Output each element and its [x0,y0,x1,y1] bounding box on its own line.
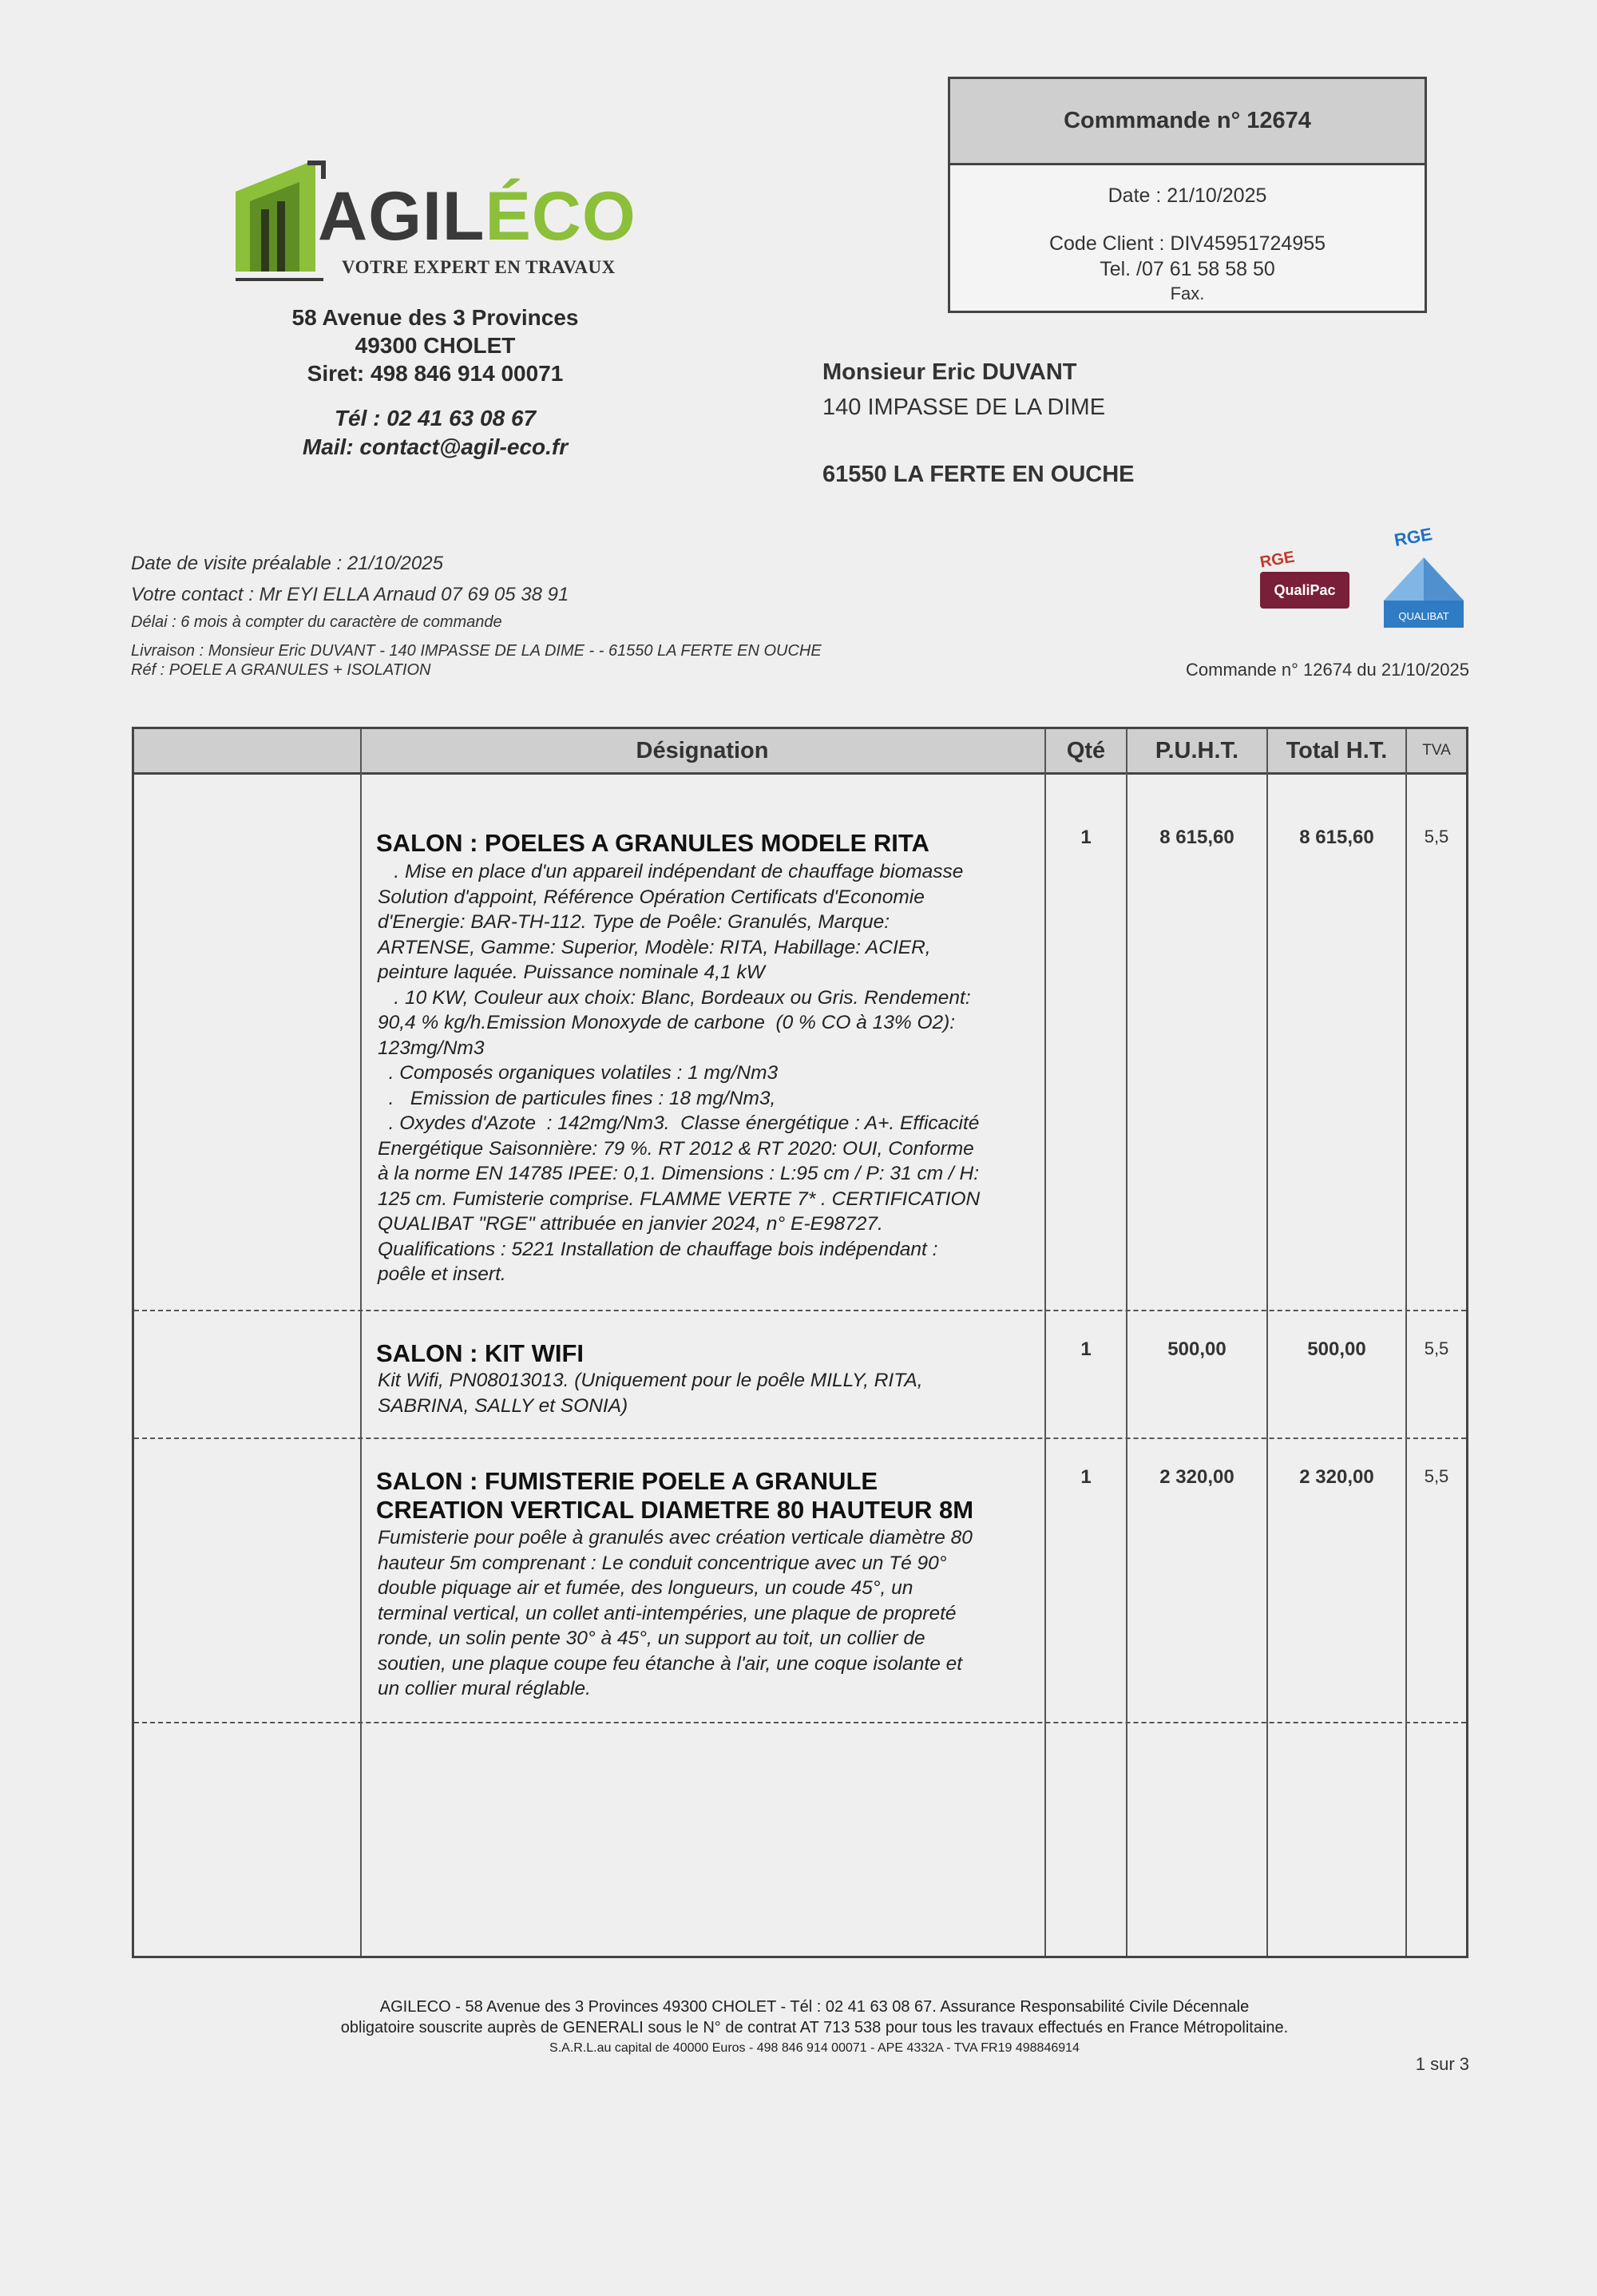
item-description [378,1368,1048,1418]
footer-line3: S.A.R.L.au capital de 40000 Euros - 498 846 914 00071 - APE 4332A - TVA FR19 498846914 [549,2041,1080,2055]
visit-contact: Votre contact : Mr EYI ELLA Arnaud 07 69 05 38 91 [131,584,569,605]
client-code: Code Client : DIV45951724955 [1048,232,1326,255]
order-title: Commmande n° 12674 [950,79,1425,165]
visit-date: Date de visite préalable : 21/10/2025 [131,553,443,574]
description-line: Energétique Saisonnière: 79 %. RT 2012 & RT 2020: OUI, Conforme [378,1137,974,1160]
description-line: Solution d'appoint, Référence Opération Certificats d'Economie [378,886,925,908]
description-line: QUALIBAT "RGE" attribuée en janvier 2024, n° E-E98727. [378,1213,883,1235]
description-line: ronde, un solin pente 30° à 45°, un support au toit, un collier de [378,1628,925,1649]
company-address1: 58 Avenue des 3 Provinces [291,305,579,330]
item-description [378,1525,1048,1702]
row-divider [134,1722,1466,1723]
header-qty: Qté [1066,737,1106,763]
row-divider [134,1310,1466,1311]
description-line: un collier mural réglable. [378,1678,591,1699]
description-line: à la norme EN 14785 IPEE: 0,1. Dimensions : L:95 cm / P: 31 cm / H: [378,1163,980,1184]
description-line: . 10 KW, Couleur aux choix: Blanc, Bordeaux ou Gris. Rendement: [378,986,971,1009]
description-line: 123mg/Nm3 [378,1037,485,1059]
column-divider [360,729,362,1956]
qualibat-pyramid-icon [1380,551,1468,631]
client-tel: Tel. /07 61 58 58 50 [1100,258,1275,280]
description-line: . Mise en place d'un appareil indépendant de chauffage biomasse [378,861,964,882]
logo-name-part2: ÉCO [485,178,636,255]
visit-delivery: Livraison : Monsieur Eric DUVANT - 140 IMPASSE DE LA DIME - - 61550 LA FERTE EN OUCHE [131,642,822,660]
item-title: SALON : POELES A GRANULES MODELE RITA [376,829,929,857]
item-vat: 5,5 [1424,1466,1449,1486]
item-total: 2 320,00 [1299,1466,1374,1488]
row-divider [134,1437,1466,1439]
header-total: Total H.T. [1286,737,1388,763]
company-address2: 49300 CHOLET [355,333,516,358]
item-title-line1: SALON : FUMISTERIE POELE A GRANULE [376,1467,878,1495]
description-line: d'Energie: BAR-TH-112. Type de Poêle: Granulés, Marque: [378,911,890,933]
description-line: soutien, une plaque coupe feu étanche à l'air, une coque isolante et [378,1652,963,1675]
description-line: ARTENSE, Gamme: Superior, Modèle: RITA, Habillage: ACIER, [378,936,931,958]
description-line: . Composés organiques volatiles : 1 mg/Nm3 [378,1062,779,1084]
description-line: hauteur 5m comprenant : Le conduit concentrique avec un Té 90° [378,1552,947,1574]
footer-line1: AGILECO - 58 Avenue des 3 Provinces 49300 CHOLET - Tél : 02 41 63 08 67. Assurance Responsabilité Civile Décennale [379,1998,1250,2016]
visit-delay: Délai : 6 mois à compter du caractère de commande [131,613,502,631]
description-line: . Emission de particules fines : 18 mg/Nm3, [378,1087,776,1109]
item-title: SALON : KIT WIFI [376,1339,585,1367]
client-fax: Fax. [1170,284,1205,303]
description-line: 90,4 % kg/h.Emission Monoxyde de carbone (0 % CO à 13% O2): [378,1012,956,1033]
order-table [132,727,1468,1958]
qualibat-label: QUALIBAT [1398,610,1449,622]
header-unit-price: P.U.H.T. [1155,737,1239,763]
item-qty: 1 [1080,1338,1092,1360]
item-total: 8 615,60 [1299,827,1374,848]
description-line: . Oxydes d'Azote : 142mg/Nm3. Classe énergétique : A+. Efficacité [378,1112,980,1134]
description-line: SABRINA, SALLY et SONIA) [378,1394,628,1417]
company-siret: Siret: 498 846 914 00071 [307,361,564,386]
item-unit-price: 500,00 [1167,1338,1226,1360]
page-number: 1 sur 3 [1415,2054,1469,2074]
description-line: terminal vertical, un collet anti-intempéries, une plaque de propreté [378,1602,957,1624]
item-description [378,859,1048,1287]
order-reference: Commande n° 12674 du 21/10/2025 [1186,660,1469,680]
description-line: Fumisterie pour poêle à granulés avec création verticale diamètre 80 [378,1527,973,1549]
logo-name-part1: AGIL [318,178,485,255]
rge-qualipac-badge [1255,548,1357,615]
qualibat-title: RGE [1393,524,1434,550]
visit-ref: Réf : POELE A GRANULES + ISOLATION [131,661,431,679]
description-line: Kit Wifi, PN08013013. (Uniquement pour le poêle MILLY, RITA, [378,1370,923,1391]
item-vat: 5,5 [1424,827,1449,847]
client-name: Monsieur Eric DUVANT [822,359,1077,385]
header-vat: TVA [1422,742,1451,759]
description-line: Qualifications : 5221 Installation de chauffage bois indépendant : [378,1238,938,1260]
company-mail: Mail: contact@agil-eco.fr [302,434,569,459]
company-tel: Tél : 02 41 63 08 67 [334,406,537,430]
item-qty: 1 [1080,827,1092,848]
logo-tagline: VOTRE EXPERT EN TRAVAUX [342,257,616,277]
item-unit-price: 8 615,60 [1159,827,1234,848]
qualipac-title: RGE [1258,548,1296,572]
item-unit-price: 2 320,00 [1159,1466,1234,1488]
rge-qualibat-badge [1380,524,1468,631]
item-vat: 5,5 [1424,1338,1449,1358]
qualipac-label: QualiPac [1260,572,1349,609]
description-line: double piquage air et fumée, des longueurs, un coude 45°, un [378,1577,913,1599]
description-line: peinture laquée. Puissance nominale 4,1 kW [378,962,765,983]
order-date: Date : 21/10/2025 [1108,184,1267,207]
client-city: 61550 LA FERTE EN OUCHE [822,462,1135,487]
header-designation: Désignation [636,737,769,763]
description-line: 125 cm. Fumisterie comprise. FLAMME VERTE 7* . CERTIFICATION [378,1188,981,1210]
logo-wordmark [318,178,636,255]
order-box [948,77,1427,313]
item-qty: 1 [1080,1466,1092,1488]
client-street: 140 IMPASSE DE LA DIME [822,395,1106,420]
item-total: 500,00 [1307,1338,1366,1360]
footer-line2: obligatoire souscrite auprès de GENERALI sous le N° de contrat AT 713 538 pour tous les travaux effectués en France Métropolitaine. [340,2019,1289,2036]
item-title-line2: CREATION VERTICAL DIAMETRE 80 HAUTEUR 8M [376,1496,974,1524]
description-line: poêle et insert. [378,1263,506,1285]
